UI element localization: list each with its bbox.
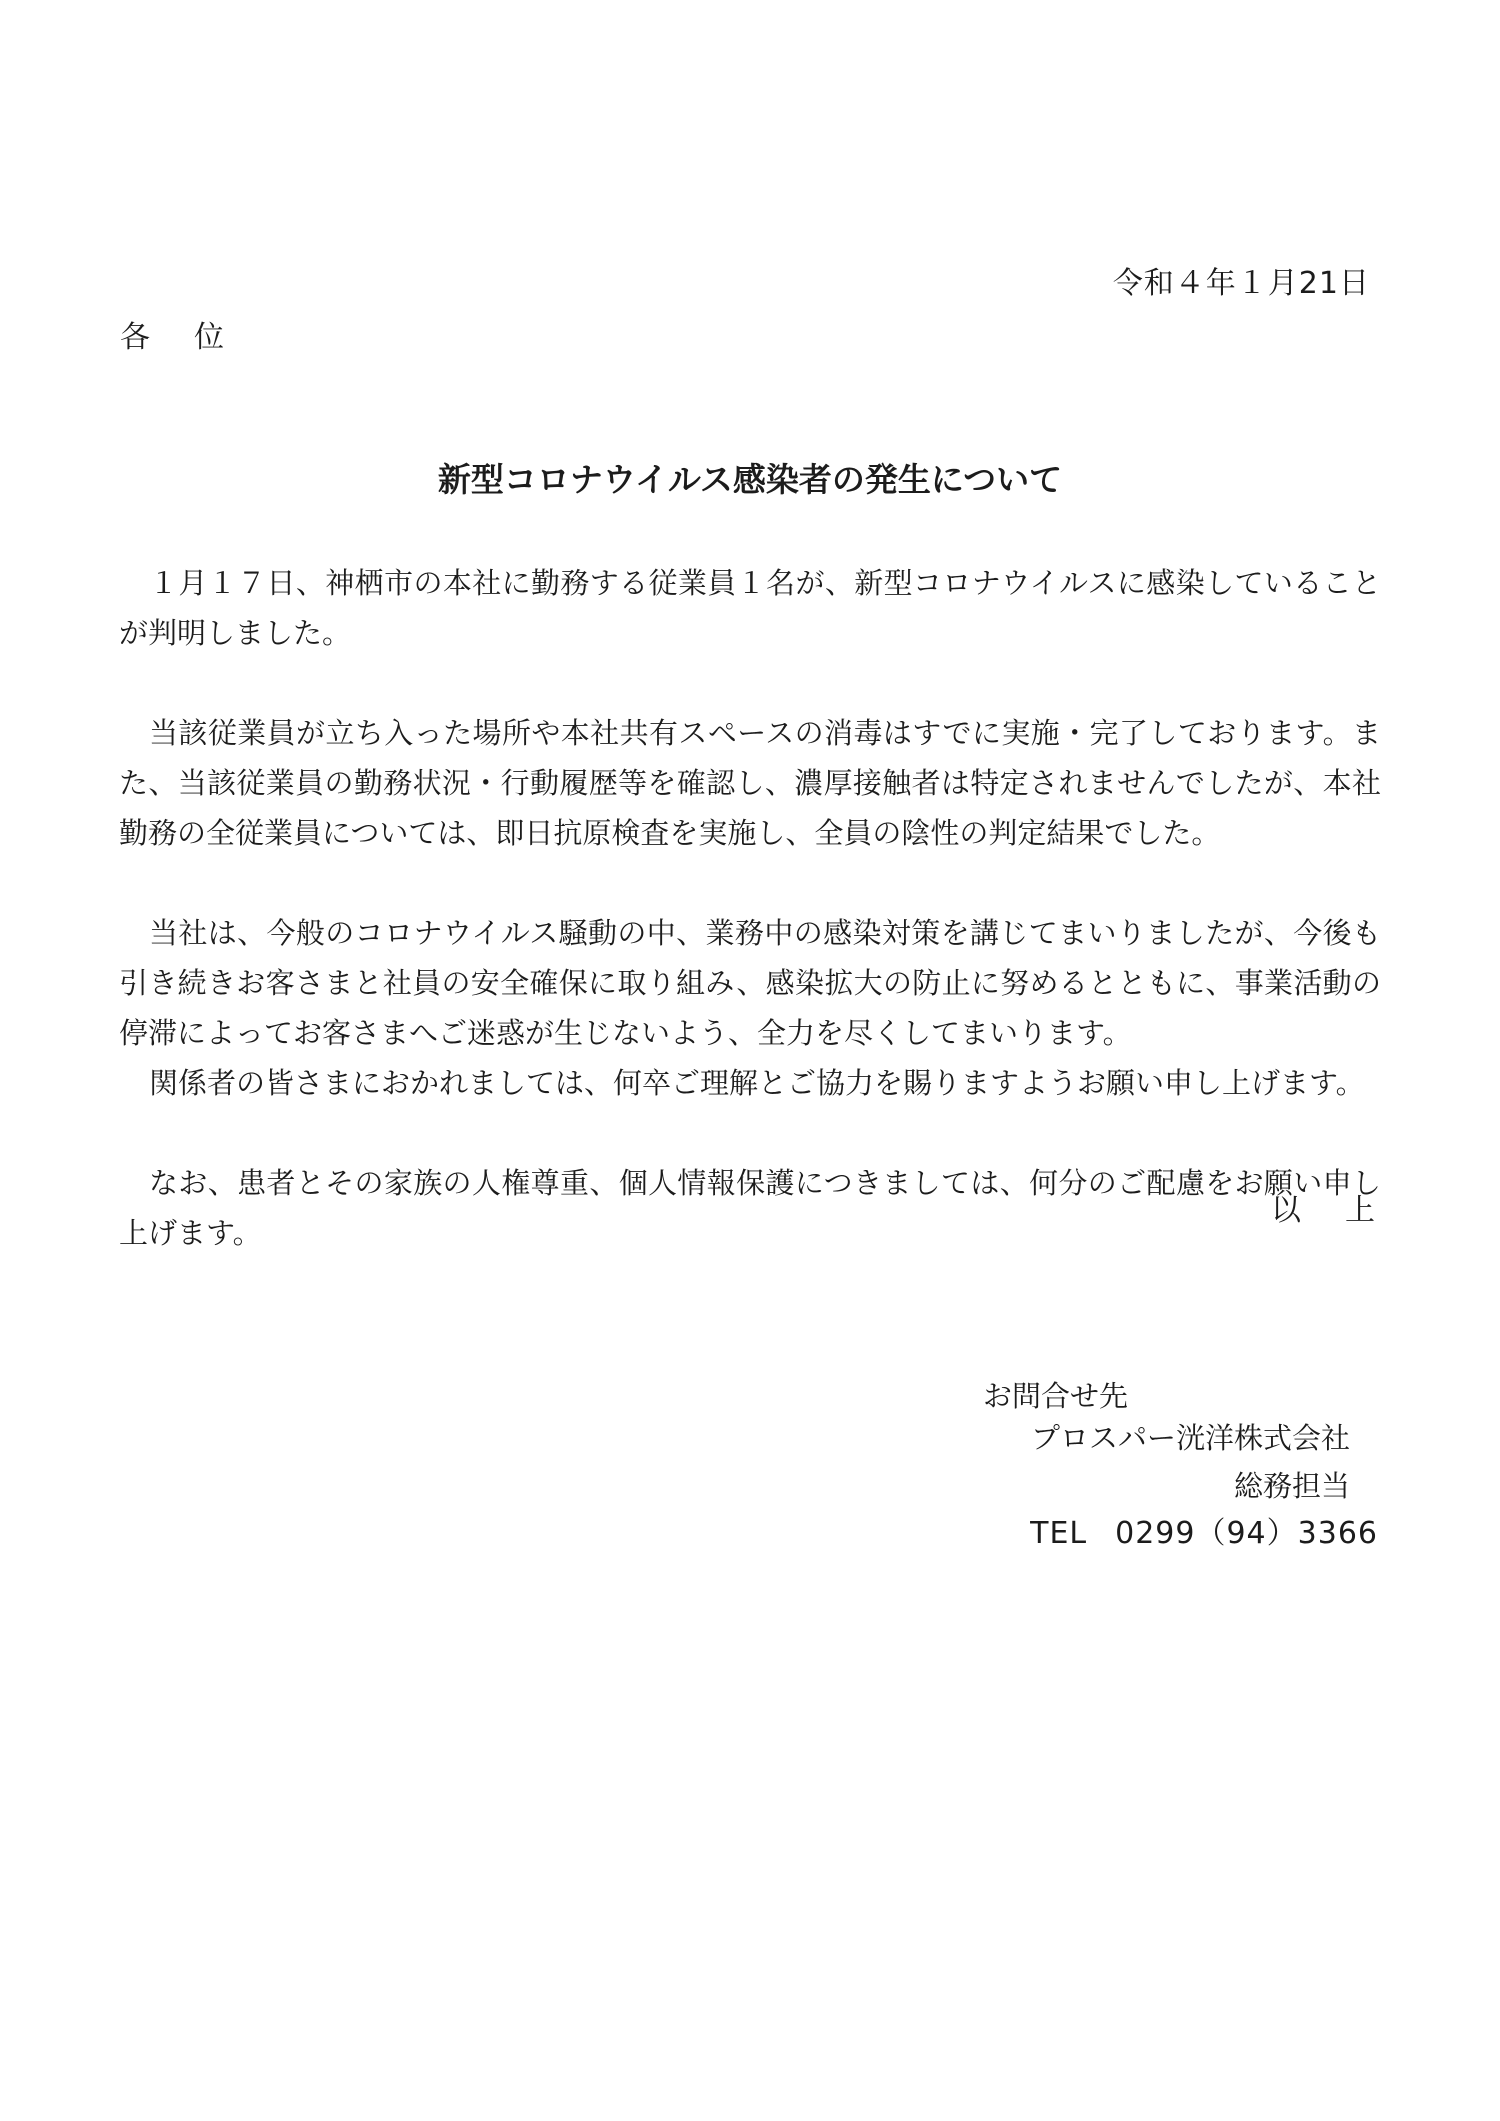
- company-name: プロスパー洸洋株式会社: [1030, 1421, 1350, 1455]
- paragraph-request: 関係者の皆さまにおかれましては、何卒ご理解とご協力を賜りますようお願い申し上げます。: [149, 1066, 1365, 1100]
- paragraph-announcement: １月１７日、神栖市の本社に勤務する従業員１名が、新型コロナウイルスに感染していることが判明しました。: [119, 566, 1381, 650]
- addressee: 各位: [120, 320, 268, 355]
- document-body: [119, 558, 1381, 1258]
- phone-number: 0299（94）3366: [1115, 1516, 1378, 1551]
- paragraph-privacy: なお、患者とその家族の人権尊重、個人情報保護につきましては、何分のご配慮をお願い申し上げます。: [119, 1166, 1381, 1250]
- phone-label: TEL: [1030, 1516, 1088, 1551]
- contact-label: お問合せ先: [983, 1379, 1129, 1413]
- document-date: 令和４年１月21日: [1112, 266, 1370, 301]
- phone-line: [1030, 1508, 1378, 1552]
- department-name: 総務担当: [1233, 1469, 1350, 1503]
- paragraph-disinfection: 当該従業員が立ち入った場所や本社共有スペースの消毒はすでに実施・完了しております。また、当該従業員の勤務状況・行動履歴等を確認し、濃厚接触者は特定されませんでしたが、本社勤務の全従業員については、即日抗原検査を実施し、全員の陰性の判定結果でした。: [119, 716, 1381, 850]
- document-title: 新型コロナウイルス感染者の発生について: [437, 460, 1063, 499]
- paragraph-company-policy: 当社は、今般のコロナウイルス騒動の中、業務中の感染対策を講じてまいりましたが、今後も引き続きお客さまと社員の安全確保に取り組み、感染拡大の防止に努めるとともに、事業活動の停滞によってお客さまへご迷惑が生じないよう、全力を尽くしてまいります。: [119, 916, 1381, 1050]
- closing-mark: 以上: [1271, 1193, 1419, 1228]
